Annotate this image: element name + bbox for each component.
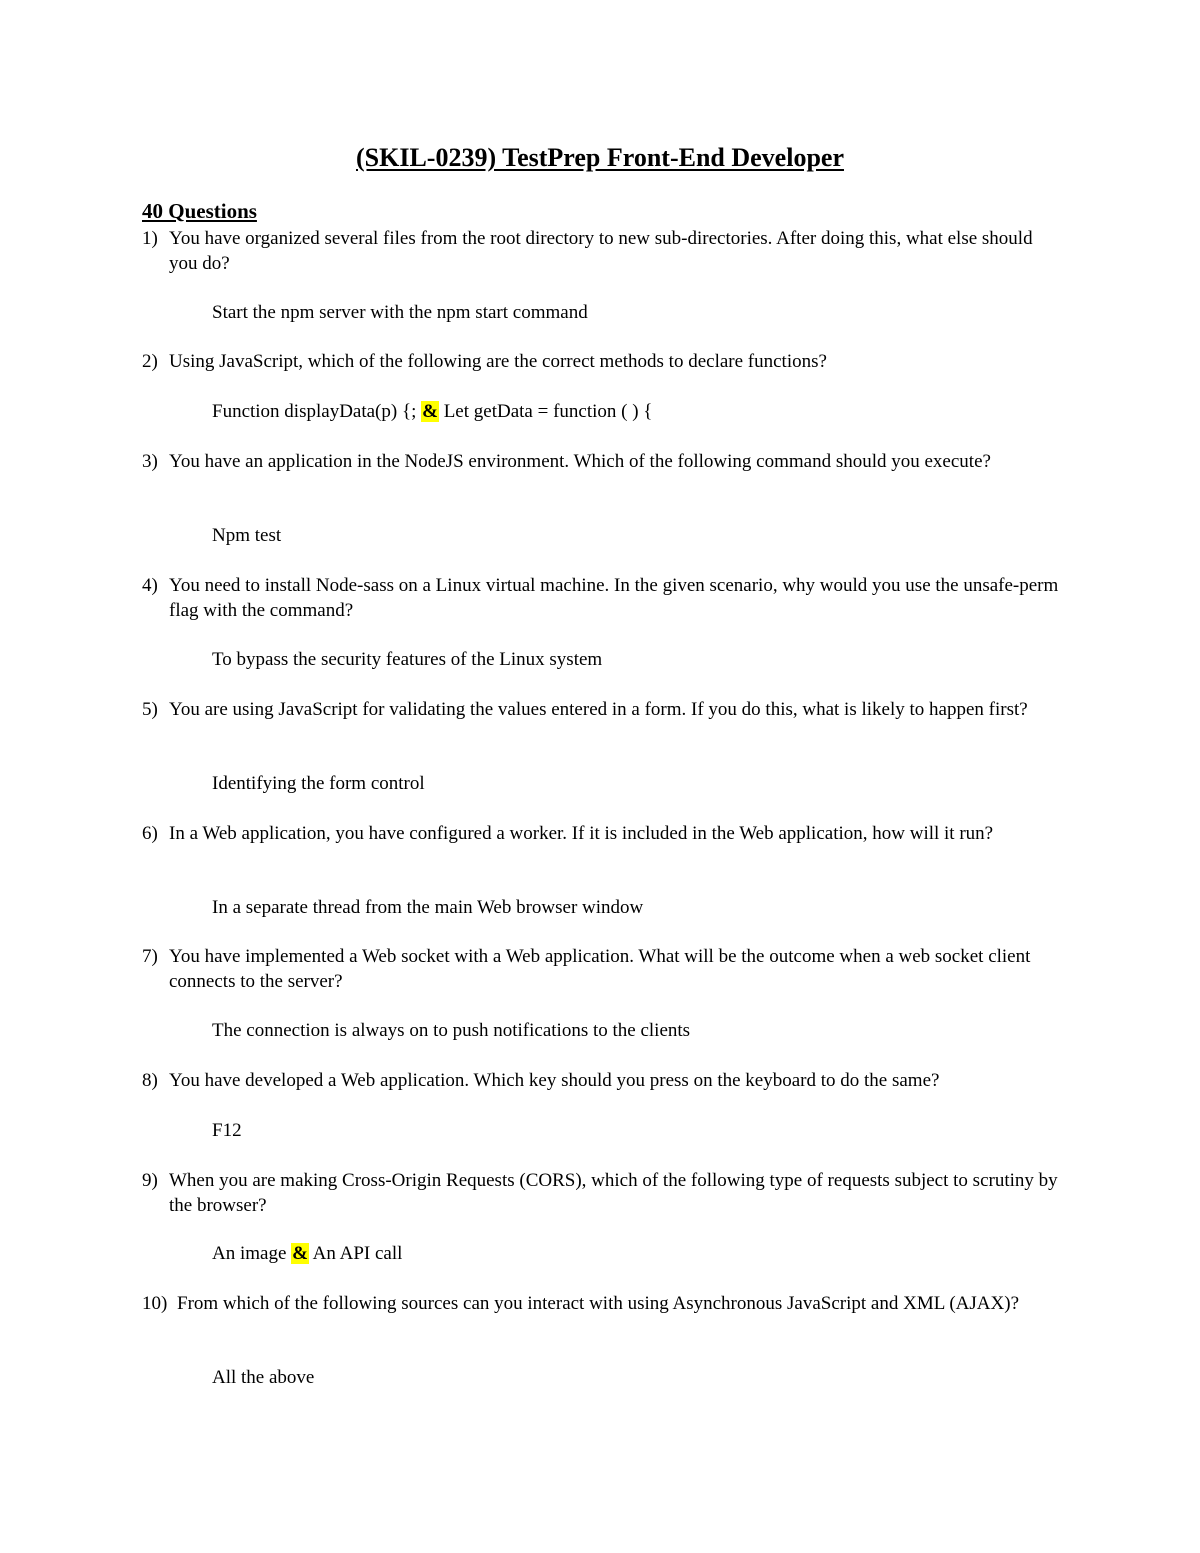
question-8 bbox=[142, 1068, 1062, 1093]
highlighted-ampersand: & bbox=[292, 1243, 308, 1264]
answer-5: Identifying the form control bbox=[212, 773, 425, 794]
question-text: You are using JavaScript for validating the values entered in a form. If you do this, what is likely to happen first? bbox=[169, 699, 1028, 720]
question-text: In a Web application, you have configured a worker. If it is included in the Web application, how will it run? bbox=[169, 823, 994, 844]
question-5 bbox=[142, 697, 1062, 722]
question-text: You have organized several files from the root directory to new sub-directories. After doing this, what else should you do? bbox=[169, 228, 1033, 274]
question-text: You need to install Node-sass on a Linux virtual machine. In the given scenario, why would you use the unsafe-perm flag with the command? bbox=[169, 575, 1059, 621]
question-6 bbox=[142, 821, 1062, 846]
answer-2 bbox=[212, 399, 652, 424]
answer-part: An API call bbox=[308, 1243, 403, 1264]
question-3 bbox=[142, 449, 1062, 474]
answer-10: All the above bbox=[212, 1367, 315, 1388]
question-number: 9) bbox=[142, 1170, 158, 1191]
question-count-heading: 40 Questions bbox=[142, 199, 257, 223]
answer-9 bbox=[212, 1241, 402, 1266]
answer-part: An image bbox=[212, 1243, 292, 1264]
question-number: 10) bbox=[142, 1293, 168, 1314]
document-title: (SKIL-0239) TestPrep Front-End Developer bbox=[356, 143, 844, 172]
question-text: From which of the following sources can you interact with using Asynchronous JavaScript and XML (AJAX)? bbox=[177, 1293, 1020, 1314]
question-number: 4) bbox=[142, 575, 158, 596]
question-1 bbox=[142, 226, 1062, 276]
answer-6: In a separate thread from the main Web browser window bbox=[212, 897, 644, 918]
highlighted-ampersand: & bbox=[422, 401, 438, 422]
question-2 bbox=[142, 349, 1062, 374]
question-7 bbox=[142, 944, 1062, 994]
answer-4: To bypass the security features of the Linux system bbox=[212, 649, 603, 670]
answer-part: Let getData = function ( ) { bbox=[438, 401, 653, 422]
question-number: 2) bbox=[142, 351, 158, 372]
answer-3: Npm test bbox=[212, 525, 282, 546]
answer-1: Start the npm server with the npm start command bbox=[212, 302, 588, 323]
question-number: 8) bbox=[142, 1070, 158, 1091]
question-9 bbox=[142, 1168, 1062, 1218]
question-number: 5) bbox=[142, 699, 158, 720]
question-text: You have implemented a Web socket with a Web application. What will be the outcome when a web socket client connects to the server? bbox=[169, 946, 1031, 992]
answer-part: Function displayData(p) {; bbox=[212, 401, 422, 422]
question-text: Using JavaScript, which of the following are the correct methods to declare functions? bbox=[169, 351, 827, 372]
question-10 bbox=[142, 1291, 1062, 1316]
question-number: 3) bbox=[142, 451, 158, 472]
question-number: 1) bbox=[142, 228, 158, 249]
question-number: 6) bbox=[142, 823, 158, 844]
question-text: When you are making Cross-Origin Requests (CORS), which of the following type of requests subject to scrutiny by the browser? bbox=[169, 1170, 1058, 1216]
answer-8: F12 bbox=[212, 1120, 242, 1141]
answer-7: The connection is always on to push notifications to the clients bbox=[212, 1020, 691, 1041]
question-4 bbox=[142, 573, 1062, 623]
question-text: You have an application in the NodeJS environment. Which of the following command should you execute? bbox=[169, 451, 991, 472]
question-text: You have developed a Web application. Which key should you press on the keyboard to do the same? bbox=[169, 1070, 940, 1091]
question-number: 7) bbox=[142, 946, 158, 967]
